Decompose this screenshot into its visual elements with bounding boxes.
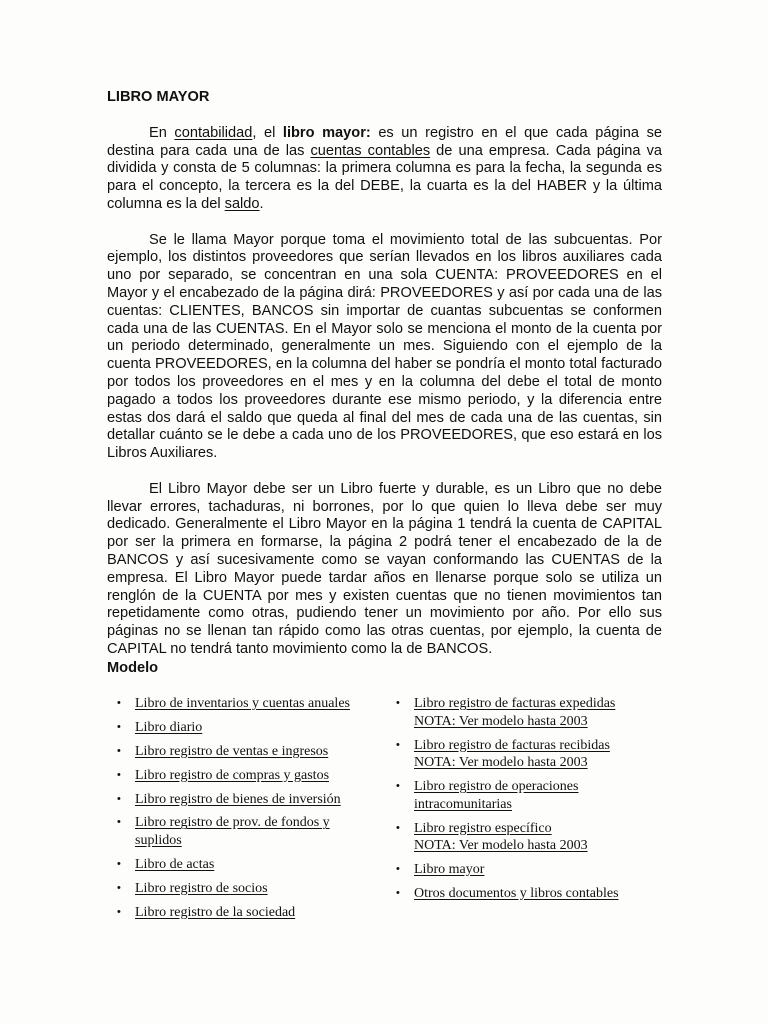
left-link-list: [117, 695, 377, 928]
link-text: Libro registro de operaciones: [414, 779, 579, 794]
paragraph-intro: [107, 125, 662, 214]
link-text: Libro de inventarios y cuentas anuales: [135, 696, 350, 711]
bullet-icon: •: [117, 857, 121, 870]
link-contabilidad[interactable]: contabilidad: [174, 124, 253, 141]
list-item: [117, 719, 377, 737]
list-item: [117, 767, 377, 785]
list-item: [396, 737, 666, 772]
modelo-heading: Modelo: [107, 660, 159, 676]
document-link[interactable]: [414, 695, 666, 730]
text: es un registro en el que cada página se destina para cada una de las: [107, 124, 663, 159]
document-link[interactable]: [135, 814, 377, 849]
document-link[interactable]: [135, 767, 377, 785]
bullet-icon: •: [396, 821, 400, 834]
link-text: Libro registro de la sociedad: [135, 904, 296, 920]
document-link[interactable]: [414, 885, 666, 903]
document-link[interactable]: [135, 856, 377, 874]
bullet-icon: •: [396, 887, 400, 899]
link-text: Libro mayor: [414, 862, 485, 877]
list-item: [117, 856, 377, 874]
document-link[interactable]: [135, 719, 377, 737]
bullet-icon: •: [117, 905, 121, 918]
link-text: NOTA: Ver modelo hasta 2003: [414, 713, 588, 729]
document-link[interactable]: [135, 695, 377, 713]
list-item: [396, 861, 666, 879]
document-link[interactable]: [414, 820, 666, 855]
link-text: Libro registro de prov. de fondos y: [135, 815, 330, 831]
link-text: Otros documentos y libros contables: [414, 886, 619, 901]
list-item: [396, 695, 666, 730]
document-link[interactable]: [135, 791, 377, 809]
link-text: Libro registro de bienes de inversión: [135, 791, 341, 807]
document-link[interactable]: [135, 743, 377, 761]
link-text: Libro registro de compras y gastos: [135, 767, 330, 783]
bullet-icon: •: [117, 768, 121, 781]
bullet-icon: •: [117, 720, 121, 733]
bullet-icon: •: [396, 780, 400, 792]
link-text: Libro registro de facturas expedidas: [414, 696, 616, 711]
bullet-icon: •: [396, 863, 400, 875]
link-text: suplidos: [135, 832, 182, 848]
link-text: Libro de actas: [135, 856, 215, 872]
text: .: [259, 195, 264, 212]
document-link[interactable]: [414, 778, 666, 813]
link-text: Libro registro de socios: [135, 880, 268, 896]
right-link-list: [396, 695, 666, 909]
bold-term: libro mayor:: [282, 124, 371, 141]
document-link[interactable]: [414, 861, 666, 879]
paragraph-mayor: Se le llama Mayor porque toma el movimiento total de las subcuentas. Por ejemplo, los distintos proveedores que serían llevados en los libros auxiliares cada uno por separado, se concentran en una sola CUENTA: PROVEEDORES en el Mayor y el encabezado de la página dirá: PROVEEDORES y así por cada una de las cuentas: CLIENTES, BANCOS sin importar de cuantas subcuentas se conformen cada una de las CUENTAS. En el Mayor solo se menciona el monto de la cuenta por un periodo determinado, generalmente un mes. Siguiendo con el ejemplo de la cuenta PROVEEDORES, en la columna del haber se pondría el monto total facturado por todos los proveedores en el mes y en la columna del debe el total de monto pagado a todos los proveedores durante ese mismo periodo, y la diferencia entre estas dos dará el saldo que queda al final del mes de cada una de las cuentas, sin detallar cuánto se le debe a cada uno de los PROVEEDORES, que eso estará en los Libros Auxiliares.: [107, 231, 662, 462]
link-text: intracomunitarias: [414, 796, 512, 812]
link-text: Libro diario: [135, 719, 203, 735]
text: En: [149, 124, 175, 141]
list-item: [117, 814, 377, 849]
list-item: [117, 904, 377, 922]
link-text: Libro registro de ventas e ingresos: [135, 743, 329, 759]
main-content: [107, 89, 662, 677]
bullet-icon: •: [117, 697, 121, 709]
link-saldo[interactable]: saldo: [224, 195, 260, 212]
list-item: [396, 885, 666, 903]
page-title: LIBRO MAYOR: [107, 89, 210, 105]
bullet-icon: •: [117, 881, 121, 894]
list-item: [117, 695, 377, 713]
list-item: [117, 791, 377, 809]
document-link[interactable]: [135, 880, 377, 898]
document-link[interactable]: [135, 904, 377, 922]
link-text: Libro registro específico: [414, 820, 552, 836]
list-item: [396, 778, 666, 813]
list-item: [117, 743, 377, 761]
link-text: Libro registro de facturas recibidas: [414, 737, 610, 753]
bullet-icon: •: [396, 697, 400, 709]
text: de una empresa. Cada página va dividida y consta de 5 columnas: la primera columna es para la fecha, la segunda es para el concepto, la tercera es la del DEBE, la cuarta es la del HABER y la última columna es la del: [107, 142, 662, 212]
link-text: NOTA: Ver modelo hasta 2003: [414, 838, 588, 853]
text: , el: [252, 124, 283, 141]
list-item: [117, 880, 377, 898]
link-cuentas-contables[interactable]: cuentas contables: [310, 142, 431, 159]
bullet-icon: •: [117, 792, 121, 805]
bullet-icon: •: [117, 744, 121, 757]
paragraph-libro-mayor: El Libro Mayor debe ser un Libro fuerte y durable, es un Libro que no debe llevar errores, tachaduras, ni borrones, por lo que quien lo lleva debe ser muy dedicado. Generalmente el Libro Mayor en la página 1 tendrá la cuenta de CAPITAL por ser la primera en formarse, la página 2 podrá tener el encabezado de la de BANCOS y así sucesivamente como se vayan conformando las CUENTAS de la empresa. El Libro Mayor puede tardar años en llenarse porque solo se utiliza un renglón de la CUENTA por mes y existen cuentas que no tienen movimientos tan repetidamente como otras, pudiendo tener un movimiento por año. Por ello sus páginas no se llenan tan rápido como las otras cuentas, por ejemplo, la cuenta de CAPITAL no tendrá tanto movimiento como la de BANCOS.: [107, 480, 662, 657]
document-link[interactable]: [414, 737, 666, 772]
bullet-icon: •: [117, 816, 121, 829]
link-text: NOTA: Ver modelo hasta 2003: [414, 755, 588, 770]
list-item: [396, 820, 666, 855]
bullet-icon: •: [396, 738, 400, 751]
